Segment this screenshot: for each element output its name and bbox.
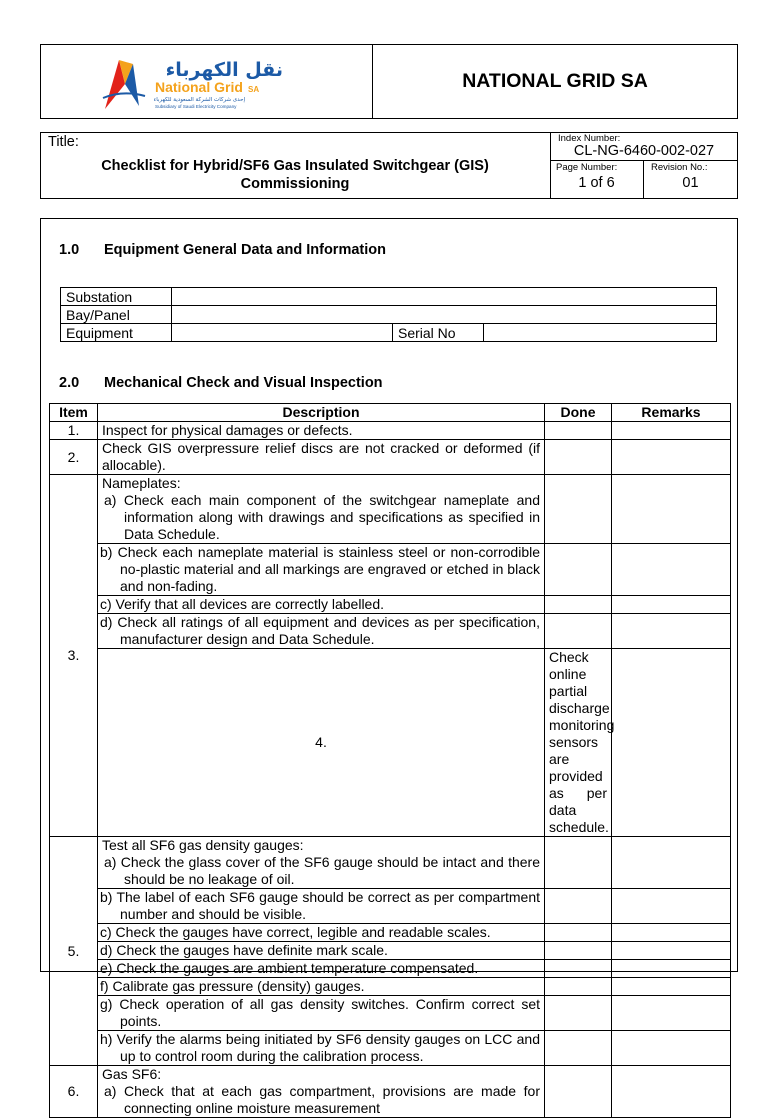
national-grid-logo — [95, 54, 285, 112]
page-number-value: 1 of 6 — [578, 175, 615, 191]
done-cell[interactable] — [545, 996, 612, 1031]
sub-item: f) Calibrate gas pressure (density) gauges. — [98, 978, 545, 996]
remarks-cell[interactable] — [612, 544, 731, 596]
bay-panel-field[interactable] — [172, 306, 717, 324]
serial-no-field[interactable] — [484, 324, 717, 342]
logo-tagline-en: Subsidiary of Saudi Electricity Company — [155, 104, 237, 109]
remarks-cell[interactable] — [612, 614, 731, 649]
logo-arabic-text: نقل الكهرباء — [165, 59, 283, 81]
done-cell[interactable] — [545, 960, 612, 978]
item-number: 2. — [50, 440, 98, 475]
item-intro-text: Test all SF6 gas density gauges: — [102, 837, 304, 853]
done-cell[interactable] — [545, 1066, 612, 1118]
equipment-data-table — [60, 287, 717, 342]
item-description: Check online partial discharge monitoring sensors are provided as per data schedule. — [545, 649, 612, 837]
table-row — [50, 544, 731, 596]
index-number-value: CL-NG-6460-002-027 — [573, 143, 715, 159]
remarks-cell[interactable] — [612, 596, 731, 614]
col-header-item: Item — [50, 404, 98, 422]
document-title-line1: Checklist for Hybrid/SF6 Gas Insulated Switchgear (GIS) — [101, 158, 489, 174]
table-row — [50, 924, 731, 942]
logo-tagline-ar: إحدى شركات الشركة السعودية للكهرباء — [153, 97, 245, 103]
sub-item: a) Check the glass cover of the SF6 gauge should be intact and there should be no leakage of oil. — [104, 854, 540, 887]
table-row — [61, 324, 717, 342]
item-intro — [98, 837, 545, 889]
item-number: 4. — [98, 649, 545, 837]
equipment-label: Equipment — [61, 324, 172, 342]
table-row — [50, 889, 731, 924]
remarks-cell[interactable] — [612, 889, 731, 924]
serial-no-label: Serial No — [393, 324, 484, 342]
sub-item: a) Check that at each gas compartment, provisions are made for connecting online moisture measurement — [104, 1083, 540, 1116]
item-number: 5. — [50, 837, 98, 1066]
substation-field[interactable] — [172, 288, 717, 306]
table-row — [50, 440, 731, 475]
remarks-cell[interactable] — [612, 924, 731, 942]
done-cell[interactable] — [545, 889, 612, 924]
substation-label: Substation — [61, 288, 172, 306]
document-title-line2: Commissioning — [240, 176, 350, 192]
table-header-row — [50, 404, 731, 422]
remarks-cell[interactable] — [612, 1031, 731, 1066]
sub-item: d) Check all ratings of all equipment and devices as per specification, manufacturer design and Data Schedule. — [98, 614, 545, 649]
sub-item: h) Verify the alarms being initiated by SF6 density gauges on LCC and up to control room during the calibration process. — [98, 1031, 545, 1066]
remarks-cell[interactable] — [612, 1066, 731, 1118]
section2-number: 2.0 — [59, 375, 80, 391]
revision-value: 01 — [682, 175, 699, 191]
company-name: NATIONAL GRID SA — [462, 70, 648, 92]
section1-number: 1.0 — [59, 242, 80, 258]
col-header-description: Description — [98, 404, 545, 422]
page-number-label: Page Number: — [556, 162, 618, 173]
table-row — [50, 996, 731, 1031]
remarks-cell[interactable] — [612, 440, 731, 475]
done-cell[interactable] — [545, 422, 612, 440]
sub-item: d) Check the gauges have definite mark scale. — [98, 942, 545, 960]
section2-title: Mechanical Check and Visual Inspection — [104, 375, 383, 391]
index-number-label: Index Number: — [558, 133, 621, 144]
sub-item: b) Check each nameplate material is stainless steel or non-corrodible no-plastic material and all markings are engraved or etched in black and non-fading. — [98, 544, 545, 596]
logo-brand-text: National Grid — [155, 79, 243, 95]
sub-item: e) Check the gauges are ambient temperature compensated. — [98, 960, 545, 978]
sub-item: c) Check the gauges have correct, legible and readable scales. — [98, 924, 545, 942]
item-intro-text: Nameplates: — [102, 475, 181, 491]
document-title — [40, 157, 550, 193]
table-row — [50, 942, 731, 960]
done-cell[interactable] — [545, 924, 612, 942]
done-cell[interactable] — [545, 440, 612, 475]
item-number: 6. — [50, 1066, 98, 1118]
table-row — [50, 978, 731, 996]
table-row — [50, 1066, 731, 1118]
bay-panel-label: Bay/Panel — [61, 306, 172, 324]
col-header-done: Done — [545, 404, 612, 422]
table-row — [50, 1031, 731, 1066]
remarks-cell[interactable] — [612, 996, 731, 1031]
table-row — [50, 596, 731, 614]
remarks-cell[interactable] — [612, 837, 731, 889]
item-description: Inspect for physical damages or defects. — [98, 422, 545, 440]
logo-brand-suffix: SA — [248, 85, 260, 94]
remarks-cell[interactable] — [612, 978, 731, 996]
table-row — [50, 649, 731, 837]
remarks-cell[interactable] — [612, 422, 731, 440]
inspection-table — [49, 403, 731, 1118]
done-cell[interactable] — [545, 614, 612, 649]
done-cell[interactable] — [545, 942, 612, 960]
sub-item: b) The label of each SF6 gauge should be correct as per compartment number and should be visible. — [98, 889, 545, 924]
done-cell[interactable] — [545, 475, 612, 544]
item-description: Check GIS overpressure relief discs are not cracked or deformed (if allocable). — [98, 440, 545, 475]
item-intro-text: Gas SF6: — [102, 1066, 162, 1082]
title-label: Title: — [48, 134, 79, 150]
section1-title: Equipment General Data and Information — [104, 242, 386, 258]
revision-label: Revision No.: — [651, 162, 708, 173]
done-cell[interactable] — [545, 544, 612, 596]
done-cell[interactable] — [545, 978, 612, 996]
done-cell[interactable] — [545, 596, 612, 614]
item-number: 3. — [50, 475, 98, 837]
remarks-cell[interactable] — [612, 960, 731, 978]
sub-item: c) Verify that all devices are correctly labelled. — [98, 596, 545, 614]
item-intro — [98, 1066, 545, 1118]
table-row — [50, 614, 731, 649]
done-cell[interactable] — [545, 1031, 612, 1066]
remarks-cell[interactable] — [612, 475, 731, 544]
table-row — [61, 288, 717, 306]
done-cell[interactable] — [545, 837, 612, 889]
item-number: 1. — [50, 422, 98, 440]
table-row — [61, 306, 717, 324]
table-row — [50, 960, 731, 978]
equipment-field[interactable] — [172, 324, 393, 342]
remarks-cell[interactable] — [612, 942, 731, 960]
table-row — [50, 475, 731, 544]
sub-item: g) Check operation of all gas density switches. Confirm correct set points. — [98, 996, 545, 1031]
table-row — [50, 837, 731, 889]
done-cell[interactable] — [612, 649, 731, 837]
sub-item: a) Check each main component of the switchgear nameplate and information along with drawings and specifications as specified in Data Schedule. — [104, 492, 540, 542]
item-intro — [98, 475, 545, 544]
col-header-remarks: Remarks — [612, 404, 731, 422]
table-row — [50, 422, 731, 440]
